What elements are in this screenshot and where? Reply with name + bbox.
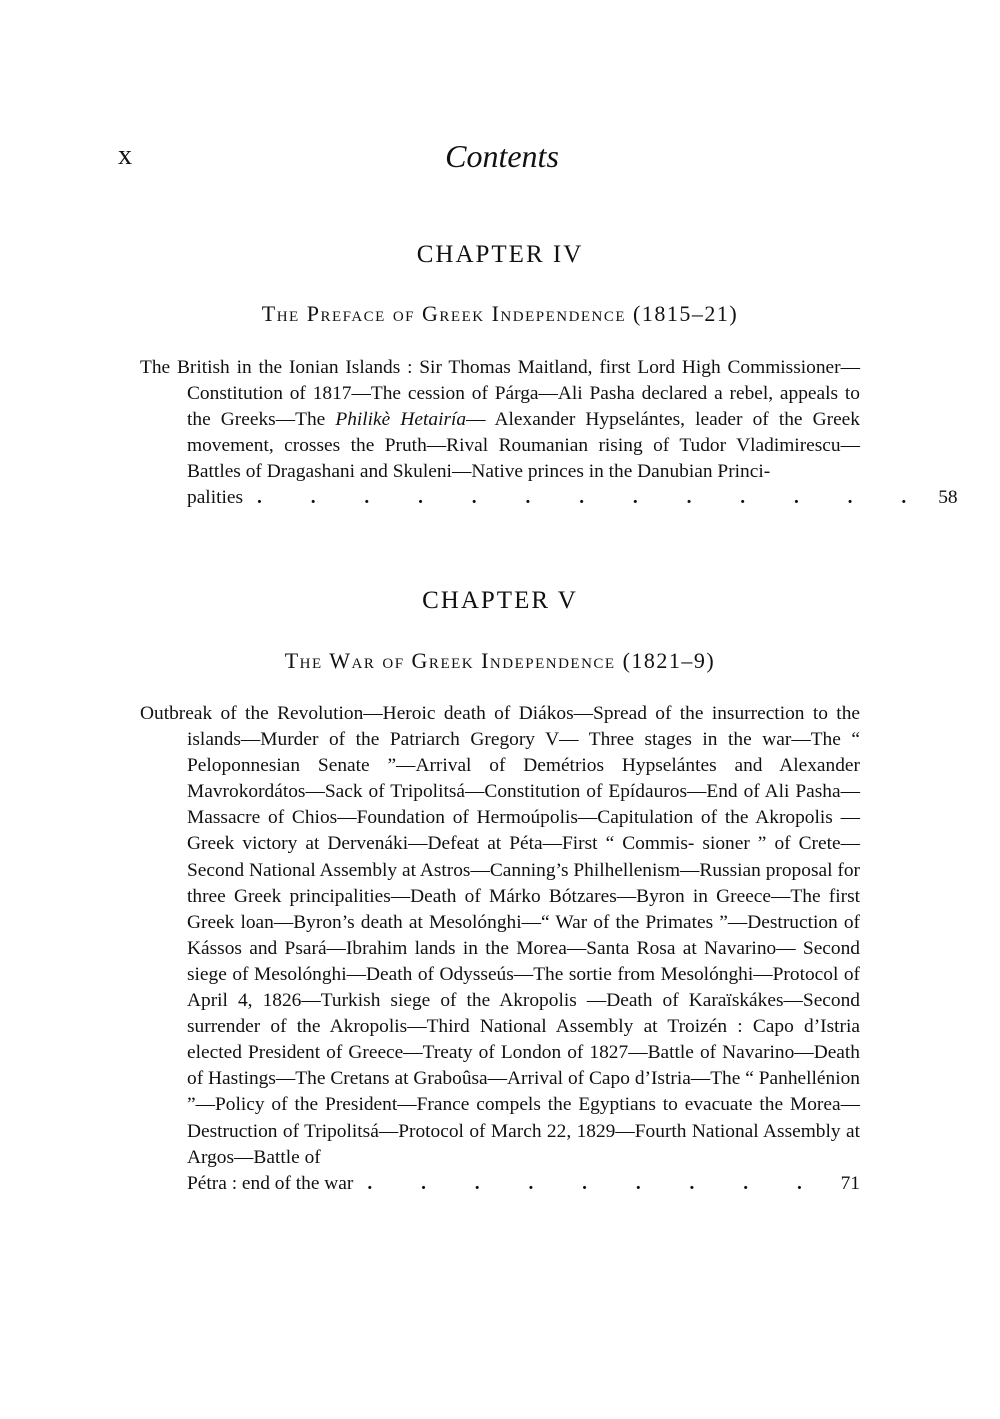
summary-italic-term: Philikè Hetairía bbox=[335, 409, 467, 431]
summary-text-continued: — Alexander Hypselántes, leader of the Greek movement, crosses the Pruth—Rival Roumanian rising of Tudor Vladimirescu—Battles of Dragashani and Skuleni—Native princes in the Danubian Princi- bbox=[187, 409, 860, 483]
chapter-summary bbox=[140, 355, 860, 485]
chapter-v-entry bbox=[140, 588, 860, 1197]
summary-last-line: palities bbox=[187, 487, 244, 509]
page-number: x bbox=[118, 140, 132, 171]
page-reference: 71 bbox=[840, 1172, 860, 1194]
chapter-title: The War of Greek Independence (1821–9) bbox=[284, 648, 716, 673]
chapter-summary: Outbreak of the Revolution—Heroic death of Diákos—Spread of the insurrection to the islands—Murder of the Patriarch Gregory V— Three stages in the war—The “ Peloponnesian Senate ”—Arrival of Demétrios Hypselántes and Alexander Mavrokordátos—Sack of Tripolitsá—Constitution of Epídauros—End of Ali Pasha—Massacre of Chios—Foundation of Hermoúpolis—Capitulation of the Akropolis —Greek victory at Dervenáki—Defeat at Péta—First “ Commis- sioner ” of Crete—Second National Assembly at Astros—Canning’s Philhellenism—Russian proposal for three Greek principalities—Death of Márko Bótzares—Byron in Greece—The first Greek loan—Byron’s death at Mesolónghi—“ War of the Primates ”—Destruction of Kássos and Psará—Ibrahim lands in the Morea—Santa Rosa at Navarino— Second siege of Mesolónghi—Death of Odysseús—The sortie from Mesolónghi—Protocol of April 4, 1826—Turkish siege of the Akropolis —Death of Karaïskákes—Second surrender of the Akropolis—Third National Assembly at Troizén : Capo d’Istria elected President of Greece—Treaty of London of 1827—Battle of Navarino—Death of Hastings—The Cretans at Graboûsa—Arrival of Capo d’Istria—The “ Panhellénion ”—Policy of the President—France compels the Egyptians to evacuate the Morea—Destruction of Tripolitsá—Protocol of March 22, 1829—Fourth National Assembly at Argos—Battle of bbox=[140, 703, 860, 1168]
dot-leader: . . . . . . . . . . . . . bbox=[257, 487, 929, 509]
running-head-title: Contents bbox=[445, 138, 559, 174]
leader-line bbox=[140, 1171, 860, 1197]
chapter-title: The Preface of Greek Independence (1815–21) bbox=[261, 301, 739, 326]
summary-text: The British in the Ionian Islands : Sir Thomas Maitland, first Lord High Commissioner—Constitution of 1817—The cession of Párga—Ali Pasha declared a rebel, appeals to the Greeks—The bbox=[140, 357, 860, 431]
dot-leader: . . . . . . . . . bbox=[367, 1172, 824, 1194]
chapter-heading: CHAPTER V bbox=[422, 587, 578, 614]
chapter-heading: CHAPTER IV bbox=[416, 241, 584, 268]
page-reference: 58 bbox=[938, 487, 958, 509]
summary-last-line: Pétra : end of the war bbox=[187, 1172, 354, 1194]
leader-line bbox=[140, 485, 958, 511]
chapter-iv-entry bbox=[140, 241, 958, 512]
